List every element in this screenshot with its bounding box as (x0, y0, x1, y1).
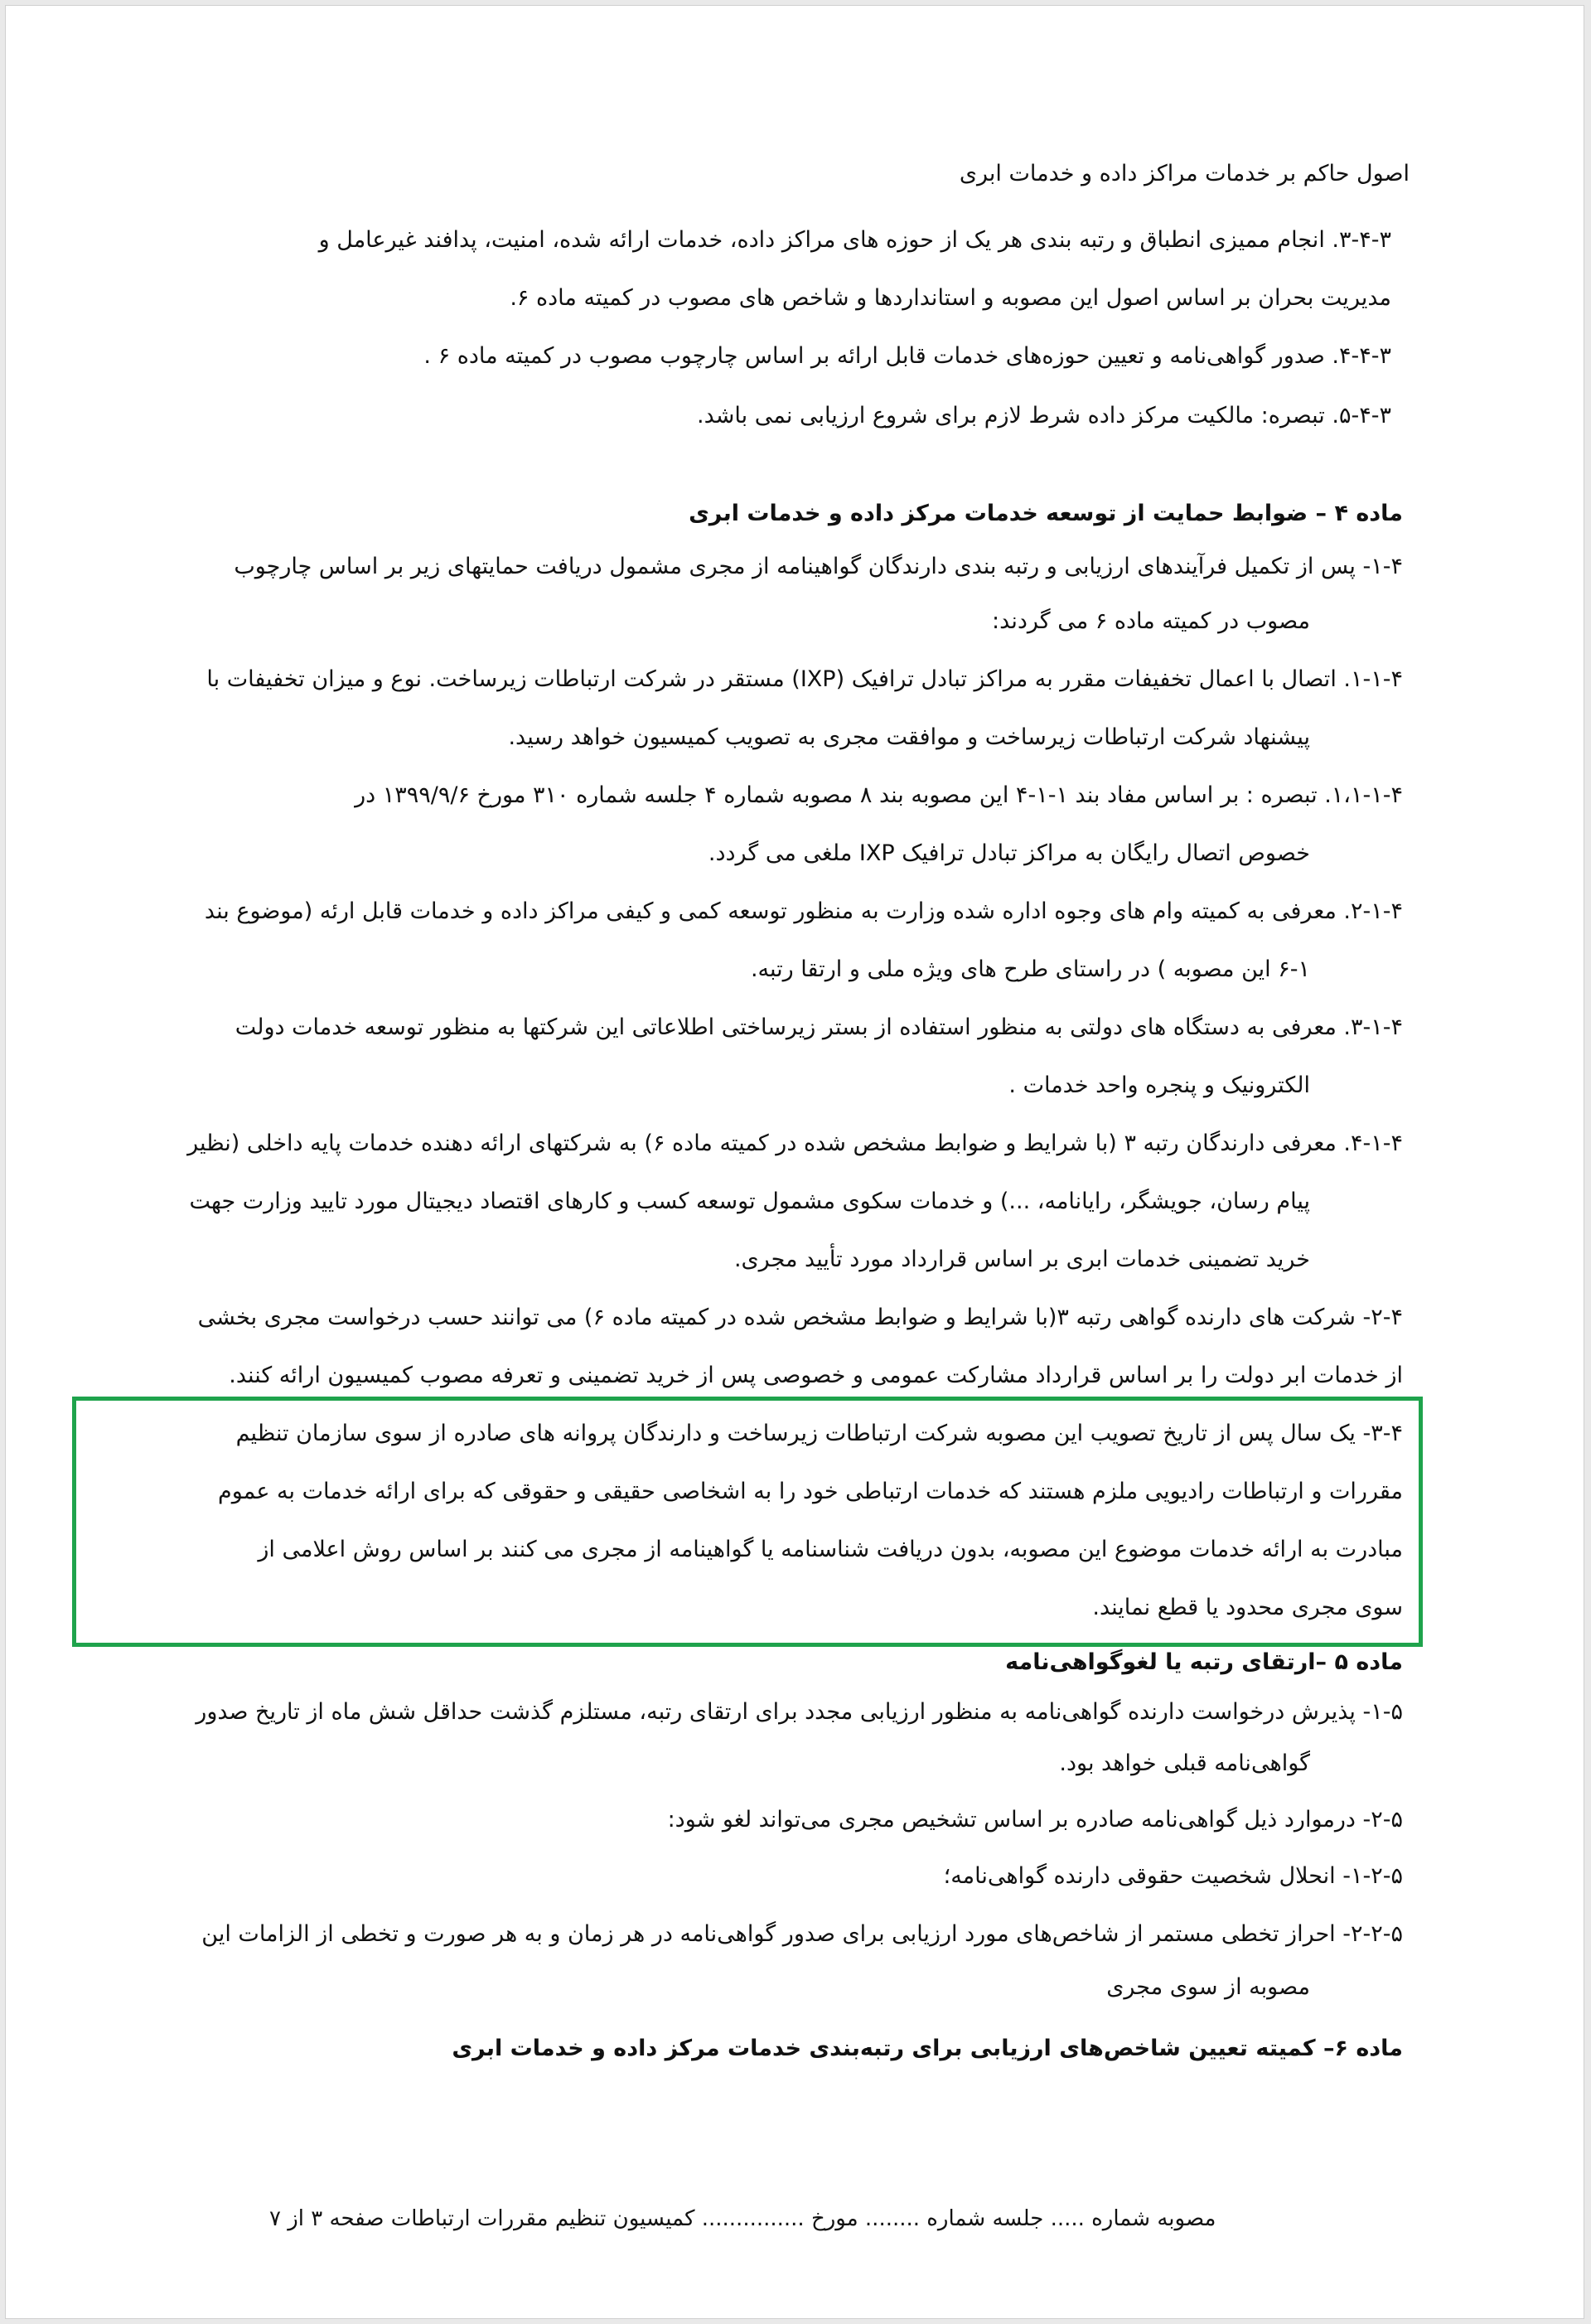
para-5-2-1: ۱-۲-۵- انحلال شخصیت حقوقی دارنده گواهی‌نامه؛ (943, 1863, 1403, 1889)
para-4-1-1-1-line-2: خصوص اتصال رایگان به مراکز تبادل ترافیک IXP ملغی می گردد. (708, 840, 1310, 866)
para-5-1-line-1: ۱-۵- پذیرش درخواست دارنده گواهی‌نامه به منظور ارزیابی مجدد برای ارتقای رتبه، مستلزم گذشت حداقل شش ماه از تاریخ صدور (196, 1699, 1403, 1725)
para-4-2-line-1: ۲-۴- شرکت های دارنده گواهی رتبه ۳(با شرایط و ضوابط مشخص شده در کمیته ماده ۶) می توانند حسب درخواست مجری بخشی (197, 1305, 1403, 1330)
para-4-1-3-line-1: ۳-۱-۴. معرفی به دستگاه های دولتی به منظور استفاده از بستر زیرساختی اطلاعاتی این شرکتها به منظور توسعه خدمات دولت (235, 1014, 1403, 1040)
para-4-3-line-2: مقررات و ارتباطات رادیویی ملزم هستند که خدمات ارتباطی خود را به اشخاصی حقیقی و حقوقی که برای ارائه خدمات به عموم (218, 1479, 1403, 1504)
para-4-1-line-2: مصوب در کمیته ماده ۶ می گردند: (992, 608, 1310, 634)
para-5-2-2-line-2: مصوبه از سوی مجری (1106, 1974, 1310, 2000)
article-4-heading: ماده ۴ – ضوابط حمایت از توسعه خدمات مرکز داده و خدمات ابری (689, 501, 1403, 526)
para-4-1-1-1-line-1: ۱،۱-۱-۴. تبصره : بر اساس مفاد بند ۱-۱-۴ این مصوبه بند ۸ مصوبه شماره ۴ جلسه شماره ۳۱۰ مورخ ۱۳۹۹/۹/۶ در (355, 782, 1403, 808)
page-footer: مصوبه شماره ..... جلسه شماره ........ مورخ ............... کمیسیون تنظیم مقررات ارتباطات صفحه ۳ از ۷ (269, 2206, 1216, 2231)
para-4-1-1-line-2: پیشنهاد شرکت ارتباطات زیرساخت و موافقت مجری به تصویب کمیسیون خواهد رسید. (508, 724, 1310, 750)
para-4-1-1-line-1: ۱-۱-۴. اتصال با اعمال تخفیفات مقرر به مراکز تبادل ترافیک (IXP) مستقر در شرکت ارتباطات زیرساخت. نوع و میزان تخفیفات با (206, 666, 1403, 692)
clause-4-4-3: ۴-۴-۳. صدور گواهی‌نامه و تعیین حوزه‌های خدمات قابل ارائه بر اساس چارچوب مصوب در کمیته ماده ۶ . (423, 343, 1391, 369)
article-5-heading: ماده ۵ –ارتقای رتبه یا لغوگواهی‌نامه (1005, 1649, 1403, 1675)
para-5-2-2-line-1: ۲-۲-۵- احراز تخطی مستمر از شاخص‌های مورد ارزیابی برای صدور گواهی‌نامه در هر زمان و به هر صورت و تخطی از الزامات این (201, 1921, 1403, 1947)
para-4-1-4-line-1: ۴-۱-۴. معرفی دارندگان رتبه ۳ (با شرایط و ضوابط مشخص شده در کمیته ماده ۶) به شرکتهای ارائه دهنده خدمات پایه داخلی (نظیر (187, 1131, 1403, 1156)
para-4-1-3-line-2: الکترونیک و پنجره واحد خدمات . (1008, 1072, 1310, 1098)
para-4-1-2-line-1: ۲-۱-۴. معرفی به کمیته وام های وجوه اداره شده وزارت به منظور توسعه کمی و کیفی مراکز داده و خدمات قابل ارئه (موضوع بند (204, 898, 1403, 924)
document-page (5, 5, 1584, 2319)
clause-3-4-3-line-1: ۳-۴-۳. انجام ممیزی انطباق و رتبه بندی هر یک از حوزه های مراکز داده، خدمات ارائه شده، امنیت، پدافند غیرعامل و (318, 227, 1391, 253)
article-6-heading: ماده ۶– کمیته تعیین شاخص‌های ارزیابی برای رتبه‌بندی خدمات مرکز داده و خدمات ابری (452, 2036, 1403, 2061)
para-4-2-line-2: از خدمات ابر دولت را بر اساس قرارداد مشارکت عمومی و خصوصی پس از خرید تضمینی و تعرفه مصوب کمیسیون ارائه کنند. (229, 1363, 1403, 1388)
para-4-1-4-line-3: خرید تضمینی خدمات ابری بر اساس قرارداد مورد تأیید مجری. (733, 1247, 1310, 1272)
para-4-3-line-1: ۳-۴- یک سال پس از تاریخ تصویب این مصوبه شرکت ارتباطات زیرساخت و دارندگان پروانه های صادره از سوی سازمان تنظیم (235, 1421, 1403, 1446)
para-4-3-line-4: سوی مجری محدود یا قطع نمایند. (1092, 1595, 1403, 1620)
para-4-1-line-1: ۱-۴- پس از تکمیل فرآیندهای ارزیابی و رتبه بندی دارندگان گواهینامه از مجری مشمول دریافت حمایتهای زیر بر اساس چارچوب (234, 554, 1403, 579)
para-4-1-2-line-2: ۶-۱ این مصوبه ) در راستای طرح های ویژه ملی و ارتقا رتبه. (750, 956, 1310, 982)
clause-3-4-3-line-2: مدیریت بحران بر اساس اصول این مصوبه و استانداردها و شاخص های مصوب در کمیته ماده ۶. (510, 285, 1391, 311)
para-4-3-line-3: مبادرت به ارائه خدمات موضوع این مصوبه، بدون دریافت شناسنامه یا گواهینامه از مجری می کنند بر اساس روش اعلامی از (258, 1537, 1403, 1562)
para-5-1-line-2: گواهی‌نامه قبلی خواهد بود. (1059, 1750, 1310, 1776)
clause-5-4-3: ۵-۴-۳. تبصره: مالکیت مرکز داده شرط لازم برای شروع ارزیابی نمی باشد. (697, 403, 1391, 428)
page-header: اصول حاکم بر خدمات مراکز داده و خدمات ابری (959, 161, 1410, 186)
para-4-1-4-line-2: پیام رسان، جویشگر، رایانامه، ...) و خدمات سکوی مشمول توسعه کسب و کارهای اقتصاد دیجیتال مورد تایید وزارت جهت (189, 1189, 1310, 1214)
para-5-2: ۲-۵- درموارد ذیل گواهی‌نامه صادره بر اساس تشخیص مجری می‌تواند لغو شود: (667, 1807, 1403, 1833)
